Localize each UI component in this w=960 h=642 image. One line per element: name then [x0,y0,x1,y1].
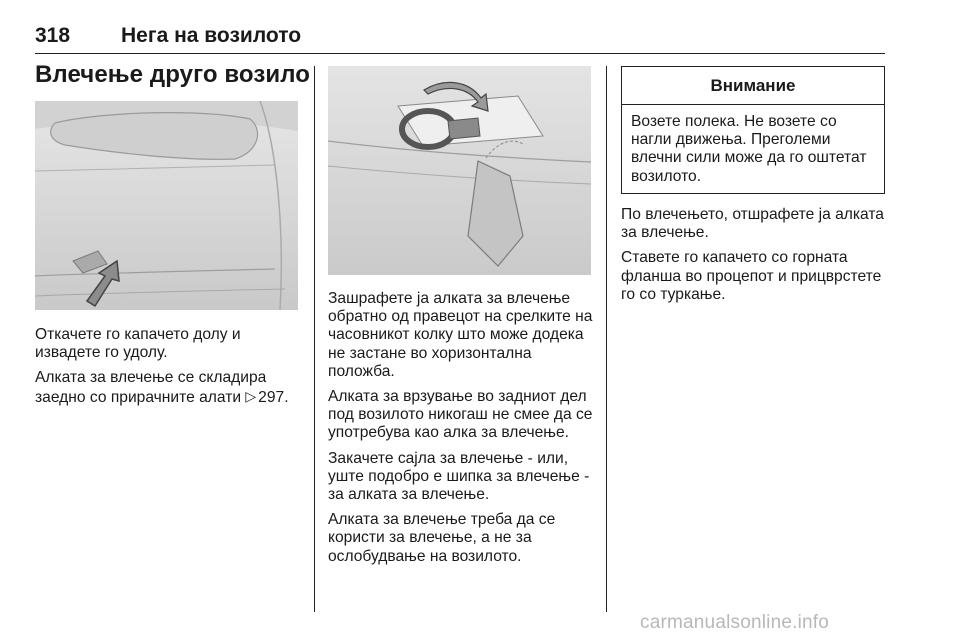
rear-bumper-illustration [35,101,298,310]
paragraph [35,369,305,406]
paragraph: Алката за влечење треба да се користи за влечење, а не за ослобудвање на возилото. [328,511,556,565]
paragraph: Откачете го капачето долу и извадете го удолу. [35,326,241,362]
paragraph: Алката за врзување во задниот дел под возилото никогаш не смее да се употребува као алка за влечење. [328,388,593,442]
page-title: Влечење друго возило [35,61,311,88]
paragraph-text: Алката за влечење се складира заедно со прирачните алати [35,369,267,406]
paragraph: Закачете сајла за влечење - или, уште подобро е шипка за влечење - за алката за влечење. [328,449,590,504]
paragraph: Зашрафете ја алката за влечење обратно од правецот на срелките на часовникот колку што може додека не застане во хоризонтална положба. [328,290,593,380]
page-reference[interactable]: 297. [258,388,289,406]
warning-box [621,66,885,194]
paragraph: Ставете го капачето со горната фланша во процепот и прицврстете го со туркање. [621,249,882,303]
towing-eye-illustration [328,66,591,275]
column-2-text [328,290,600,573]
warning-heading: Внимание [622,67,884,105]
column-1-text [35,326,305,414]
page-number: 318 [35,24,71,47]
column-divider [606,66,607,612]
section-title: Нега на возилото [121,24,302,47]
watermark: carmanualsonline.info [640,612,830,633]
paragraph: По влечењето, отшрафете ја алката за влечење. [621,206,884,242]
warning-text: Возете полека. Не возете со нагли движења. Преголеми влечни сили може да го оштетат возилото. [631,113,867,185]
page-reference-icon: ▷ [245,387,257,404]
column-3-text [621,206,885,311]
column-divider [314,66,315,612]
page-header [35,24,885,54]
